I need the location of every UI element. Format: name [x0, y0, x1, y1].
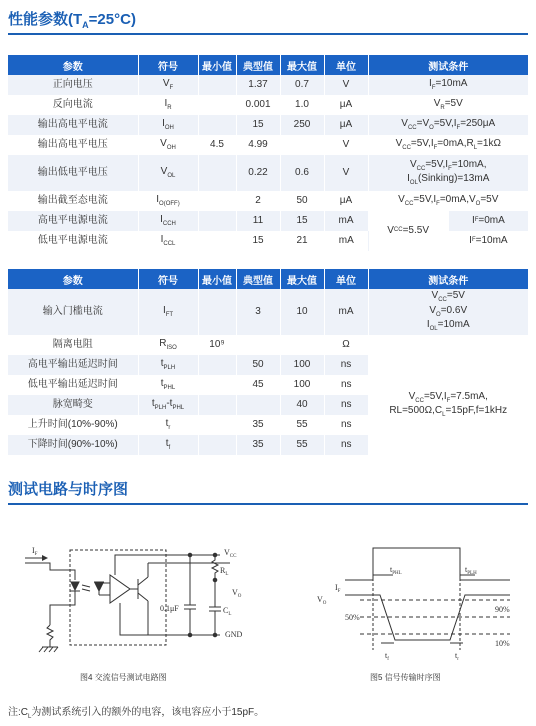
- param-cell: 反向电流: [8, 95, 138, 115]
- min-cell: [198, 415, 236, 435]
- condition-cell: $I_F=10mA$: [368, 75, 528, 95]
- min-cell: [198, 355, 236, 375]
- max-cell: 21: [280, 231, 324, 251]
- col-header-symbol: 符号: [138, 269, 198, 289]
- min-cell: [198, 95, 236, 115]
- unit-cell: V: [324, 75, 368, 95]
- table-header-row: [8, 55, 528, 75]
- condition-cell: $V_{CC}=5V$ $V_O=0.6V$ $I_{OL}=10mA$: [368, 289, 528, 335]
- max-cell: 250: [280, 115, 324, 135]
- max-cell: 100: [280, 355, 324, 375]
- symbol-cell: $V_{OL}$: [138, 155, 198, 191]
- symbol-cell: $V_F$: [138, 75, 198, 95]
- figure-5-caption: 图5 信号传输时序图: [370, 673, 441, 682]
- gnd-label: GND: [225, 630, 243, 639]
- unit-cell: ns: [324, 395, 368, 415]
- col-header-typ: 典型值: [236, 55, 280, 75]
- condition-cell: [368, 211, 528, 251]
- section-title-performance: 性能参数$(T_A=25^\circ C)$: [8, 11, 136, 30]
- unit-cell: ns: [324, 435, 368, 455]
- figure-4-caption: 图4 交流信号测试电路图: [80, 673, 167, 682]
- unit-cell: ns: [324, 375, 368, 395]
- symbol-cell: $t_r$: [138, 415, 198, 435]
- rl-label: $R_L$: [220, 566, 229, 577]
- min-cell: [198, 211, 236, 231]
- max-cell: [280, 335, 324, 355]
- condition-subcell: I F =0mA: [449, 211, 528, 231]
- max-cell: [280, 135, 324, 155]
- symbol-cell: $t_{PHL}$: [138, 375, 198, 395]
- tplh-label: $t_{PLH}$: [465, 565, 477, 576]
- param-cell: 隔离电阻: [8, 335, 138, 355]
- tf-label: $t_f$: [385, 651, 389, 662]
- condition-cell: $V_{CC}=5V,I_F=7.5mA$, $RL=500\Omega,C_L=15pF,f=1kHz$: [368, 355, 528, 455]
- min-cell: [198, 75, 236, 95]
- col-header-max: 最大值: [280, 269, 324, 289]
- col-header-typ: 典型值: [236, 269, 280, 289]
- col-header-min: 最小值: [198, 269, 236, 289]
- tr-label: $t_r$: [455, 651, 459, 662]
- tphl-label: $t_{PHL}$: [390, 565, 402, 576]
- table-row: [8, 155, 528, 191]
- condition-cell: $V_R=5V$: [368, 95, 528, 115]
- param-cell: 输出高电平电流: [8, 115, 138, 135]
- condition-cell: $V_{CC}=5V,I_F=0mA,R_L=1k\Omega$: [368, 135, 528, 155]
- unit-cell: μA: [324, 95, 368, 115]
- max-cell: 55: [280, 435, 324, 455]
- pct-90-label: 90%: [495, 605, 510, 614]
- title-underline: [8, 33, 528, 35]
- table-row: [8, 211, 528, 231]
- table-row: [8, 135, 528, 155]
- input-resistor-icon: [47, 625, 53, 647]
- table-row: [8, 75, 528, 95]
- amplifier-icon: [110, 575, 130, 603]
- min-cell: [198, 375, 236, 395]
- min-cell: [198, 395, 236, 415]
- cl-label: $C_L$: [223, 606, 232, 617]
- typ-cell: 15: [236, 231, 280, 251]
- col-header-param: 参数: [8, 269, 138, 289]
- unit-cell: ns: [324, 415, 368, 435]
- max-cell: 15: [280, 211, 324, 231]
- condition-cell: $V_{CC}=5V,I_F=0mA,V_O=5V$: [368, 191, 528, 211]
- param-cell: 输出高电平电压: [8, 135, 138, 155]
- min-cell: 10⁹: [198, 335, 236, 355]
- title-underline: [8, 503, 528, 505]
- param-cell: 输出低电平电压: [8, 155, 138, 191]
- min-cell: [198, 115, 236, 135]
- load-resistor-icon: [212, 555, 218, 580]
- input-return-wire: [50, 591, 75, 625]
- param-cell: 输出截至态电流: [8, 191, 138, 211]
- table-header-row: [8, 269, 528, 289]
- param-cell: 脉宽畸变: [8, 395, 138, 415]
- condition-cell: $V_{CC}=5V,I_F=10mA$, $I_{OL}(Sinking)=13mA$: [368, 155, 528, 191]
- symbol-cell: $t_{PLH}$: [138, 355, 198, 375]
- symbol-cell: $I_{CCL}$: [138, 231, 198, 251]
- if-label: $I_F$: [32, 546, 38, 557]
- min-cell: [198, 435, 236, 455]
- typ-cell: [236, 395, 280, 415]
- typ-cell: 1.37: [236, 75, 280, 95]
- max-cell: 40: [280, 395, 324, 415]
- arrow-head-icon: [42, 555, 48, 561]
- unit-cell: mA: [324, 231, 368, 251]
- led-icon: [71, 582, 79, 590]
- input-wire: [25, 563, 75, 580]
- param-cell: 输入门槛电流: [8, 289, 138, 335]
- typ-cell: [236, 335, 280, 355]
- symbol-cell: $I_{CCH}$: [138, 211, 198, 231]
- symbol-cell: $I_{FT}$: [138, 289, 198, 335]
- max-cell: 0.6: [280, 155, 324, 191]
- min-cell: [198, 231, 236, 251]
- param-cell: 正向电压: [8, 75, 138, 95]
- unit-cell: mA: [324, 289, 368, 335]
- col-header-condition: 测试条件: [368, 269, 528, 289]
- symbol-cell: $V_{OH}$: [138, 135, 198, 155]
- unit-cell: ns: [324, 355, 368, 375]
- light-ray: [82, 585, 90, 587]
- col-header-min: 最小值: [198, 55, 236, 75]
- max-cell: 0.7: [280, 75, 324, 95]
- unit-cell: V: [324, 135, 368, 155]
- unit-cell: mA: [324, 211, 368, 231]
- photodiode-icon: [95, 583, 103, 591]
- unit-cell: μA: [324, 115, 368, 135]
- col-header-max: 最大值: [280, 55, 324, 75]
- table-row: [8, 355, 528, 375]
- table-row: [8, 95, 528, 115]
- typ-cell: 45: [236, 375, 280, 395]
- param-cell: 高电平电源电流: [8, 211, 138, 231]
- col-header-symbol: 符号: [138, 55, 198, 75]
- symbol-cell: $R_{ISO}$: [138, 335, 198, 355]
- min-cell: 4.5: [198, 135, 236, 155]
- typ-cell: 50: [236, 355, 280, 375]
- footnote: 注$:C_L$为测试系统引入的额外的电容，该电容应小于15pF。: [8, 707, 265, 720]
- symbol-cell: $I_{OH}$: [138, 115, 198, 135]
- condition-cell: $V_{CC}=V_O=5V,I_F=250\mu A$: [368, 115, 528, 135]
- unit-cell: V: [324, 155, 368, 191]
- table-row: [8, 335, 528, 355]
- typ-cell: 11: [236, 211, 280, 231]
- min-cell: [198, 155, 236, 191]
- param-cell: 低电平电源电流: [8, 231, 138, 251]
- min-cell: [198, 289, 236, 335]
- if-pulse-waveform: [345, 548, 510, 580]
- max-cell: 10: [280, 289, 324, 335]
- vcc-rail: [115, 555, 220, 575]
- typ-cell: 0.001: [236, 95, 280, 115]
- condition-cell: [368, 335, 528, 355]
- table-row: [8, 289, 528, 335]
- condition-subcell: I F =10mA: [449, 231, 528, 251]
- symbol-cell: $I_R$: [138, 95, 198, 115]
- test-circuit-diagram: [20, 535, 260, 665]
- max-cell: 1.0: [280, 95, 324, 115]
- symbol-cell: $I_{O(OFF)}$: [138, 191, 198, 211]
- symbol-cell: $t_f$: [138, 435, 198, 455]
- col-header-unit: 单位: [324, 55, 368, 75]
- unit-cell: Ω: [324, 335, 368, 355]
- vcc-label: $V_{CC}$: [224, 548, 237, 559]
- typ-cell: 15: [236, 115, 280, 135]
- bypass-cap-label: 0.1μF: [160, 604, 179, 613]
- col-header-unit: 单位: [324, 269, 368, 289]
- light-ray: [82, 589, 90, 591]
- table-row: [8, 115, 528, 135]
- col-header-param: 参数: [8, 55, 138, 75]
- typ-cell: 3: [236, 289, 280, 335]
- table-row: [8, 191, 528, 211]
- param-cell: 上升时间(10%-90%): [8, 415, 138, 435]
- condition-subcell: V CC =5.5V: [369, 211, 448, 251]
- param-cell: 下降时间(90%-10%): [8, 435, 138, 455]
- symbol-cell: $t_{PLH}-t_{PHL}$: [138, 395, 198, 415]
- max-cell: 50: [280, 191, 324, 211]
- if-label: $I_F$: [335, 583, 341, 594]
- timing-diagram: [305, 540, 525, 665]
- section-title-test-circuit: 测试电路与时序图: [8, 481, 129, 498]
- param-cell: 低电平输出延迟时间: [8, 375, 138, 395]
- max-cell: 55: [280, 415, 324, 435]
- typ-cell: 0.22: [236, 155, 280, 191]
- typ-cell: 4.99: [236, 135, 280, 155]
- param-cell: 高电平输出延迟时间: [8, 355, 138, 375]
- vo-label: $V_O$: [232, 588, 242, 599]
- pct-50-label: 50%: [345, 613, 360, 622]
- pct-10-label: 10%: [495, 639, 510, 648]
- col-header-condition: 测试条件: [368, 55, 528, 75]
- typ-cell: 2: [236, 191, 280, 211]
- min-cell: [198, 191, 236, 211]
- max-cell: 100: [280, 375, 324, 395]
- electrical-table-1: [8, 55, 528, 251]
- electrical-table-2: [8, 269, 528, 455]
- typ-cell: 35: [236, 415, 280, 435]
- typ-cell: 35: [236, 435, 280, 455]
- vo-label: $V_O$: [317, 595, 327, 606]
- unit-cell: μA: [324, 191, 368, 211]
